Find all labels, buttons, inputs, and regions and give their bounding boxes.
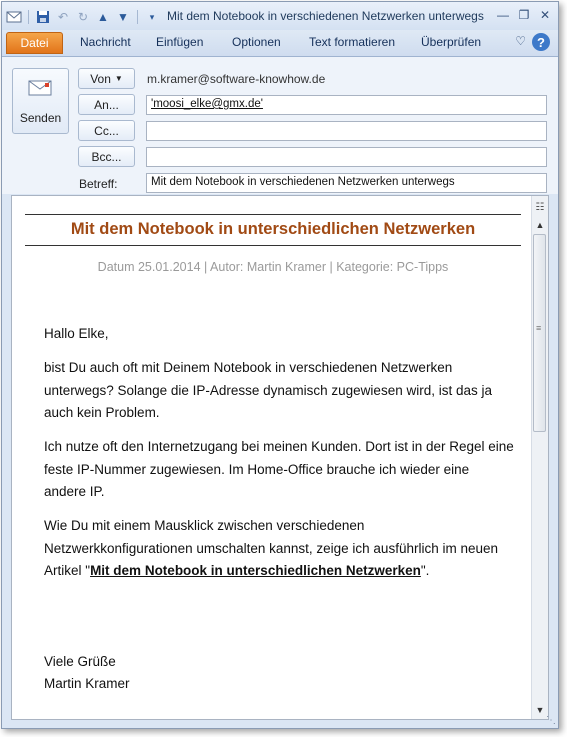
window-title: Mit dem Notebook in verschiedenen Netzwerken unterwegs (167, 9, 484, 23)
ribbon-collapse-icon[interactable]: ♡ (515, 34, 526, 48)
paragraph-1: bist Du auch oft mit Deinem Notebook in verschiedenen Netzwerken unterwegs? Solange die IP-Adresse dynamisch zugewiesen wird, ist das ja auch kein Problem. (44, 360, 492, 420)
undo-icon[interactable]: ↶ (57, 10, 69, 24)
scroll-down-icon[interactable]: ▼ (535, 705, 545, 715)
mail-icon[interactable] (6, 9, 22, 25)
grip-icon: ≡ (536, 323, 542, 333)
vertical-scrollbar[interactable] (531, 196, 548, 719)
up-arrow-icon[interactable]: ▲ (97, 10, 109, 24)
help-icon[interactable]: ? (532, 33, 550, 51)
close-icon[interactable]: ✕ (539, 8, 551, 22)
paragraph-3-end: ". (420, 563, 430, 578)
down-arrow-icon[interactable]: ▼ (117, 10, 129, 24)
tab-review[interactable]: Überprüfen (421, 35, 482, 49)
to-field[interactable] (146, 95, 547, 115)
subject-field[interactable]: Mit dem Notebook in verschiedenen Netzwerken unterwegs (146, 173, 547, 193)
outlook-compose-window (1, 1, 559, 729)
resize-grip-icon[interactable]: ⋱ (546, 715, 556, 726)
quick-access-toolbar (6, 8, 160, 26)
from-label: Von (90, 71, 111, 86)
article-title: Mit dem Notebook in unterschiedlichen Netzwerken (70, 220, 476, 238)
customize-icon[interactable]: ▾ (149, 11, 155, 22)
tab-message[interactable]: Nachricht (80, 35, 131, 49)
send-mail-icon (27, 79, 53, 97)
restore-icon[interactable]: ❐ (518, 8, 530, 22)
message-body[interactable] (11, 195, 549, 720)
article-title-box (25, 214, 521, 246)
paragraph-2: Ich nutze oft den Internetzugang bei meinen Kunden. Dort ist in der Regel eine feste IP-Nummer zugewiesen. Im Home-Office brauche ich wieder eine andere IP. (44, 439, 514, 499)
window-controls (494, 7, 554, 23)
send-label: Senden (19, 111, 62, 125)
paragraph-3 (44, 515, 514, 583)
paragraph-3-intro: Wie Du mit einem Mausklick zwischen verschiedenen Netzwerkkonfigurationen umschalten kannst, zeige ich ausführlich im neuen Artikel " (44, 518, 498, 578)
bcc-field[interactable] (146, 147, 547, 167)
article-meta: Datum 25.01.2014 | Autor: Martin Kramer | Kategorie: PC-Tipps (97, 260, 449, 274)
toolbar-separator (137, 10, 138, 24)
send-button[interactable] (12, 68, 69, 134)
split-view-icon[interactable]: ☷ (535, 201, 545, 213)
tab-options[interactable]: Optionen (232, 35, 281, 49)
recipient-chip[interactable]: 'moosi_elke@gmx.de' (151, 98, 263, 110)
signature: Martin Kramer (44, 676, 130, 691)
article-link[interactable]: Mit dem Notebook in unterschiedlichen Netzwerken (90, 563, 421, 578)
bcc-button[interactable]: Bcc... (78, 146, 135, 167)
message-header (2, 57, 558, 194)
tab-insert[interactable]: Einfügen (156, 35, 204, 49)
title-bar (2, 2, 558, 30)
greeting: Hallo Elke, (44, 326, 109, 341)
cc-button[interactable]: Cc... (78, 120, 135, 141)
redo-icon[interactable]: ↻ (77, 10, 89, 24)
cc-field[interactable] (146, 121, 547, 141)
scroll-up-icon[interactable]: ▲ (535, 220, 545, 230)
ribbon-tabs (2, 30, 558, 57)
minimize-icon[interactable]: — (497, 8, 509, 22)
from-button[interactable] (78, 68, 135, 89)
tab-format-text[interactable]: Text formatieren (309, 35, 396, 49)
chevron-down-icon: ▼ (114, 74, 123, 83)
from-address: m.kramer@software-knowhow.de (147, 72, 326, 86)
scroll-thumb[interactable] (533, 234, 546, 432)
closing: Viele Grüße (44, 654, 116, 669)
toolbar-separator (28, 10, 29, 24)
tab-file[interactable]: Datei (6, 32, 63, 54)
save-icon[interactable] (35, 9, 51, 25)
subject-label: Betreff: (79, 177, 118, 191)
to-button[interactable]: An... (78, 94, 135, 115)
